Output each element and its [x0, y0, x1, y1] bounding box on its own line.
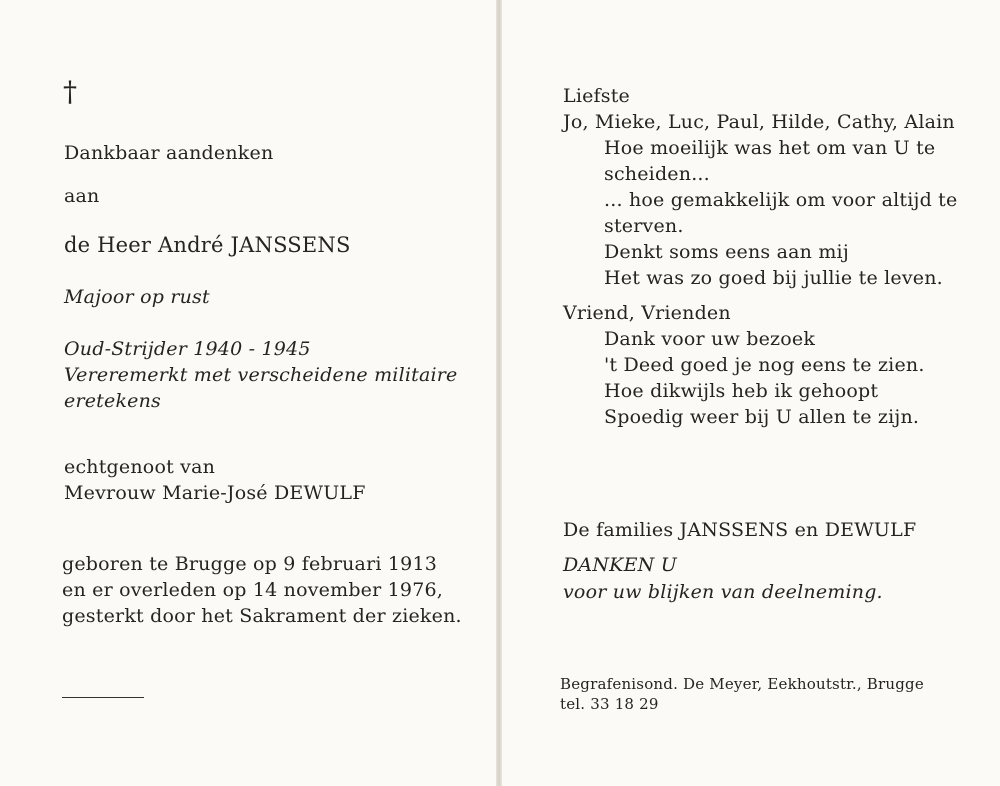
poem1-line-6: Het was zo goed bij jullie te leven.	[604, 267, 943, 289]
veteran-text: Oud-Strijder 1940 - 1945	[64, 338, 311, 360]
sacrament-line: gesterkt door het Sakrament der zieken.	[62, 605, 462, 627]
aan-text: aan	[64, 185, 100, 207]
poem1-line-2: scheiden...	[604, 163, 710, 185]
rank-text: Majoor op rust	[64, 286, 210, 308]
closing-rule	[62, 697, 144, 698]
poem2-line-3: Hoe dikwijls heb ik gehoopt	[604, 380, 879, 402]
family-names: Jo, Mieke, Luc, Paul, Hilde, Cathy, Alain	[563, 111, 955, 133]
thanks-line: DANKEN U	[563, 554, 677, 576]
honors-line-2: eretekens	[64, 390, 161, 412]
poem1-line-3: ... hoe gemakkelijk om voor altijd te	[604, 189, 958, 211]
poem2-line-4: Spoedig weer bij U allen te zijn.	[604, 406, 920, 428]
birth-line: geboren te Brugge op 9 februari 1913	[62, 553, 438, 575]
poem1-line-4: sterven.	[604, 215, 684, 237]
undertaker-line: Begrafenisond. De Meyer, Eekhoutstr., Brugge	[560, 675, 924, 693]
poem1-line-5: Denkt soms eens aan mij	[604, 241, 849, 263]
thanks-note: voor uw blijken van deelneming.	[563, 581, 883, 603]
greeting: Liefste	[563, 85, 631, 107]
card-heading: Dankbaar aandenken	[64, 142, 274, 164]
cross-symbol: †	[63, 75, 78, 108]
poem2-line-2: 't Deed goed je nog eens te zien.	[604, 354, 925, 376]
left-page	[0, 0, 496, 786]
families-line: De families JANSSENS en DEWULF	[563, 519, 917, 541]
right-page	[502, 0, 1000, 786]
spouse-intro: echtgenoot van	[64, 456, 216, 478]
friends-greeting: Vriend, Vrienden	[563, 302, 731, 324]
poem1-line-1: Hoe moeilijk was het om van U te	[604, 137, 936, 159]
poem2-line-1: Dank voor uw bezoek	[604, 328, 816, 350]
deceased-name: de Heer André JANSSENS	[64, 233, 351, 257]
phone-line: tel. 33 18 29	[560, 695, 659, 713]
spouse-name: Mevrouw Marie-José DEWULF	[64, 482, 366, 504]
death-line: en er overleden op 14 november 1976,	[62, 579, 444, 601]
honors-line-1: Vereremerkt met verscheidene militaire	[64, 364, 458, 386]
